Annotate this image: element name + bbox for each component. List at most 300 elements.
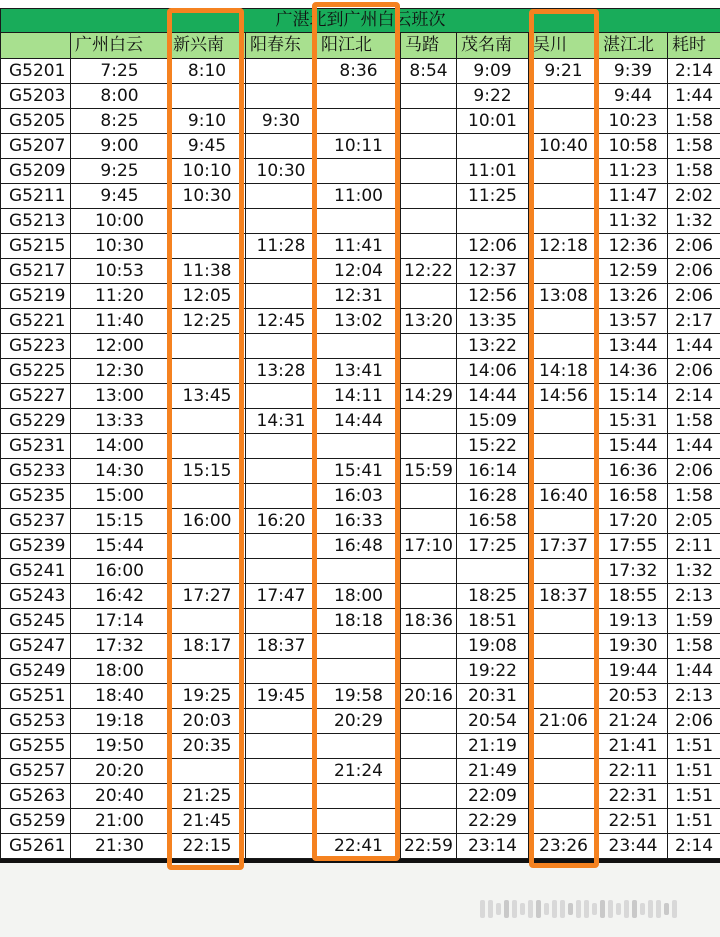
time-cell: 10:58	[599, 134, 668, 159]
time-cell: 8:36	[317, 59, 401, 84]
duration-cell: 1:51	[668, 759, 720, 784]
duration-cell: 1:59	[668, 609, 720, 634]
time-cell	[246, 59, 317, 84]
time-cell	[401, 209, 457, 234]
time-cell: 11:01	[457, 159, 529, 184]
time-cell: 14:56	[529, 384, 599, 409]
time-cell: 10:10	[169, 159, 246, 184]
time-cell	[401, 184, 457, 209]
time-cell	[529, 334, 599, 359]
time-cell: 18:51	[457, 609, 529, 634]
time-cell: 19:22	[457, 659, 529, 684]
train-number: G5231	[1, 434, 71, 459]
time-cell: 15:59	[401, 459, 457, 484]
time-cell: 22:11	[599, 759, 668, 784]
column-header-train	[1, 33, 71, 59]
duration-cell: 2:06	[668, 234, 720, 259]
time-cell: 20:16	[401, 684, 457, 709]
table-row	[1, 659, 720, 684]
time-cell	[401, 559, 457, 584]
time-cell	[169, 659, 246, 684]
time-cell: 21:41	[599, 734, 668, 759]
time-cell: 12:00	[71, 334, 169, 359]
time-cell: 15:44	[71, 534, 169, 559]
time-cell: 8:10	[169, 59, 246, 84]
time-cell	[317, 734, 401, 759]
time-cell	[169, 359, 246, 384]
train-number: G5227	[1, 384, 71, 409]
time-cell: 13:57	[599, 309, 668, 334]
table-row	[1, 559, 720, 584]
time-cell	[246, 784, 317, 809]
time-cell	[246, 334, 317, 359]
time-cell: 12:36	[599, 234, 668, 259]
train-number: G5235	[1, 484, 71, 509]
train-number: G5225	[1, 359, 71, 384]
time-cell	[529, 409, 599, 434]
duration-cell: 1:44	[668, 659, 720, 684]
time-cell	[169, 559, 246, 584]
time-cell: 23:44	[599, 834, 668, 859]
time-cell: 14:29	[401, 384, 457, 409]
time-cell: 19:45	[246, 684, 317, 709]
time-cell: 16:20	[246, 509, 317, 534]
table-row	[1, 209, 720, 234]
time-cell: 12:05	[169, 284, 246, 309]
time-cell: 13:44	[599, 334, 668, 359]
duration-cell: 2:14	[668, 834, 720, 859]
train-number: G5223	[1, 334, 71, 359]
time-cell	[317, 559, 401, 584]
time-cell: 18:00	[71, 659, 169, 684]
column-header-2: 新兴南	[169, 33, 246, 59]
time-cell	[246, 659, 317, 684]
time-cell: 16:42	[71, 584, 169, 609]
time-cell: 21:25	[169, 784, 246, 809]
time-cell: 12:30	[71, 359, 169, 384]
time-cell	[317, 209, 401, 234]
time-cell	[529, 559, 599, 584]
time-cell	[529, 734, 599, 759]
time-cell: 18:17	[169, 634, 246, 659]
time-cell	[317, 334, 401, 359]
time-cell: 9:21	[529, 59, 599, 84]
train-number: G5217	[1, 259, 71, 284]
time-cell: 15:09	[457, 409, 529, 434]
time-cell: 10:40	[529, 134, 599, 159]
table-title: 广湛北到广州白云班次	[1, 9, 720, 33]
time-cell: 18:25	[457, 584, 529, 609]
time-cell	[529, 84, 599, 109]
time-cell: 9:45	[71, 184, 169, 209]
time-cell: 14:44	[317, 409, 401, 434]
time-cell	[529, 209, 599, 234]
time-cell	[529, 259, 599, 284]
duration-cell: 2:06	[668, 359, 720, 384]
time-cell: 12:45	[246, 309, 317, 334]
time-cell	[401, 84, 457, 109]
table-row	[1, 409, 720, 434]
time-cell	[246, 734, 317, 759]
time-cell: 16:48	[317, 534, 401, 559]
time-cell: 18:37	[246, 634, 317, 659]
time-cell	[317, 109, 401, 134]
time-cell: 22:15	[169, 834, 246, 859]
time-cell: 19:18	[71, 709, 169, 734]
time-cell: 21:45	[169, 809, 246, 834]
time-cell: 15:44	[599, 434, 668, 459]
time-cell: 11:40	[71, 309, 169, 334]
time-cell: 19:25	[169, 684, 246, 709]
table-row	[1, 134, 720, 159]
time-cell: 16:40	[529, 484, 599, 509]
train-number: G5241	[1, 559, 71, 584]
table-row	[1, 784, 720, 809]
time-cell: 10:00	[71, 209, 169, 234]
column-header-row	[1, 33, 720, 59]
time-cell	[317, 659, 401, 684]
time-cell: 22:59	[401, 834, 457, 859]
time-cell: 22:29	[457, 809, 529, 834]
time-cell	[529, 609, 599, 634]
train-number: G5257	[1, 759, 71, 784]
table-row	[1, 809, 720, 834]
duration-cell: 1:51	[668, 809, 720, 834]
time-cell: 16:58	[457, 509, 529, 534]
duration-cell: 2:06	[668, 284, 720, 309]
table-row	[1, 309, 720, 334]
train-number: G5249	[1, 659, 71, 684]
duration-cell: 2:11	[668, 534, 720, 559]
time-cell	[401, 359, 457, 384]
time-cell: 21:24	[599, 709, 668, 734]
time-cell: 17:25	[457, 534, 529, 559]
time-cell: 20:53	[599, 684, 668, 709]
time-cell: 21:24	[317, 759, 401, 784]
time-cell: 23:26	[529, 834, 599, 859]
time-cell	[401, 634, 457, 659]
time-cell	[529, 659, 599, 684]
time-cell: 9:10	[169, 109, 246, 134]
time-cell	[401, 409, 457, 434]
table-row	[1, 334, 720, 359]
time-cell: 13:20	[401, 309, 457, 334]
time-cell: 15:00	[71, 484, 169, 509]
blurred-watermark	[480, 897, 700, 921]
time-cell: 14:00	[71, 434, 169, 459]
train-number: G5221	[1, 309, 71, 334]
time-cell	[529, 309, 599, 334]
time-cell	[401, 334, 457, 359]
time-cell	[169, 334, 246, 359]
time-cell	[246, 809, 317, 834]
table-row	[1, 259, 720, 284]
time-cell	[401, 434, 457, 459]
time-cell	[317, 809, 401, 834]
time-cell: 7:25	[71, 59, 169, 84]
time-cell: 13:26	[599, 284, 668, 309]
time-cell: 16:00	[169, 509, 246, 534]
time-cell	[246, 209, 317, 234]
column-header-5: 马踏	[401, 33, 457, 59]
time-cell	[401, 709, 457, 734]
time-cell: 13:22	[457, 334, 529, 359]
duration-cell: 2:05	[668, 509, 720, 534]
time-cell: 11:38	[169, 259, 246, 284]
time-cell: 19:44	[599, 659, 668, 684]
time-cell: 18:00	[317, 584, 401, 609]
train-number: G5261	[1, 834, 71, 859]
time-cell: 12:25	[169, 309, 246, 334]
time-cell: 13:41	[317, 359, 401, 384]
time-cell: 19:13	[599, 609, 668, 634]
table-row	[1, 59, 720, 84]
time-cell: 20:20	[71, 759, 169, 784]
time-cell	[246, 284, 317, 309]
time-cell: 19:30	[599, 634, 668, 659]
time-cell: 17:55	[599, 534, 668, 559]
time-cell	[246, 184, 317, 209]
duration-cell: 1:51	[668, 784, 720, 809]
duration-cell: 1:44	[668, 334, 720, 359]
duration-cell: 1:44	[668, 434, 720, 459]
time-cell	[529, 509, 599, 534]
time-cell	[246, 709, 317, 734]
table-row	[1, 459, 720, 484]
time-cell: 21:19	[457, 734, 529, 759]
time-cell	[401, 484, 457, 509]
time-cell: 17:37	[529, 534, 599, 559]
time-cell	[401, 759, 457, 784]
time-cell: 22:31	[599, 784, 668, 809]
time-cell: 16:00	[71, 559, 169, 584]
time-cell: 8:25	[71, 109, 169, 134]
time-cell: 8:54	[401, 59, 457, 84]
time-cell	[529, 159, 599, 184]
time-cell	[169, 409, 246, 434]
time-cell: 15:15	[71, 509, 169, 534]
duration-cell: 2:06	[668, 709, 720, 734]
time-cell: 22:51	[599, 809, 668, 834]
train-number: G5239	[1, 534, 71, 559]
time-cell: 11:32	[599, 209, 668, 234]
train-number: G5219	[1, 284, 71, 309]
duration-cell: 1:58	[668, 634, 720, 659]
time-cell: 22:41	[317, 834, 401, 859]
time-cell: 10:01	[457, 109, 529, 134]
time-cell: 16:58	[599, 484, 668, 509]
time-cell: 17:14	[71, 609, 169, 634]
time-cell	[246, 84, 317, 109]
time-cell	[529, 634, 599, 659]
time-cell: 15:14	[599, 384, 668, 409]
time-cell	[401, 234, 457, 259]
time-cell: 10:30	[169, 184, 246, 209]
table-row	[1, 834, 720, 859]
train-number: G5205	[1, 109, 71, 134]
time-cell: 11:23	[599, 159, 668, 184]
time-cell: 22:09	[457, 784, 529, 809]
time-cell: 12:31	[317, 284, 401, 309]
timetable	[0, 8, 720, 859]
column-header-9: 耗时	[668, 33, 720, 59]
column-header-4: 阳江北	[317, 33, 401, 59]
train-number: G5247	[1, 634, 71, 659]
duration-cell: 1:58	[668, 484, 720, 509]
table-row	[1, 759, 720, 784]
time-cell: 14:06	[457, 359, 529, 384]
duration-cell: 1:58	[668, 159, 720, 184]
time-cell: 10:30	[71, 234, 169, 259]
time-cell: 21:49	[457, 759, 529, 784]
duration-cell: 2:06	[668, 259, 720, 284]
table-row	[1, 584, 720, 609]
table-row	[1, 234, 720, 259]
train-number: G5233	[1, 459, 71, 484]
duration-cell: 1:44	[668, 84, 720, 109]
time-cell	[246, 134, 317, 159]
time-cell: 21:00	[71, 809, 169, 834]
time-cell	[457, 559, 529, 584]
column-header-6: 茂名南	[457, 33, 529, 59]
time-cell	[317, 634, 401, 659]
train-number: G5263	[1, 784, 71, 809]
time-cell: 20:40	[71, 784, 169, 809]
time-cell: 19:58	[317, 684, 401, 709]
time-cell: 18:36	[401, 609, 457, 634]
column-header-8: 湛江北	[599, 33, 668, 59]
time-cell: 13:08	[529, 284, 599, 309]
time-cell	[401, 134, 457, 159]
time-cell: 12:37	[457, 259, 529, 284]
time-cell	[246, 259, 317, 284]
train-number: G5207	[1, 134, 71, 159]
time-cell	[401, 784, 457, 809]
table-row	[1, 109, 720, 134]
time-cell: 16:36	[599, 459, 668, 484]
time-cell	[246, 384, 317, 409]
time-cell: 17:32	[71, 634, 169, 659]
time-cell: 11:20	[71, 284, 169, 309]
duration-cell: 1:58	[668, 134, 720, 159]
train-number: G5201	[1, 59, 71, 84]
table-row	[1, 684, 720, 709]
time-cell	[529, 459, 599, 484]
train-number: G5213	[1, 209, 71, 234]
time-cell	[246, 459, 317, 484]
table-row	[1, 634, 720, 659]
table-row	[1, 84, 720, 109]
train-number: G5255	[1, 734, 71, 759]
table-row	[1, 159, 720, 184]
table-row	[1, 734, 720, 759]
table-row	[1, 534, 720, 559]
time-cell	[246, 484, 317, 509]
time-cell: 13:33	[71, 409, 169, 434]
table-row	[1, 359, 720, 384]
time-cell: 13:35	[457, 309, 529, 334]
time-cell	[457, 134, 529, 159]
time-cell: 11:25	[457, 184, 529, 209]
time-cell	[401, 509, 457, 534]
time-cell: 9:09	[457, 59, 529, 84]
table-row	[1, 709, 720, 734]
time-cell: 12:04	[317, 259, 401, 284]
time-cell	[529, 759, 599, 784]
time-cell: 21:30	[71, 834, 169, 859]
time-cell: 20:35	[169, 734, 246, 759]
time-cell: 20:31	[457, 684, 529, 709]
time-cell: 23:14	[457, 834, 529, 859]
duration-cell: 1:58	[668, 409, 720, 434]
time-cell	[246, 834, 317, 859]
time-cell: 13:02	[317, 309, 401, 334]
table-bottom-border	[0, 859, 720, 863]
time-cell: 15:31	[599, 409, 668, 434]
time-cell: 13:00	[71, 384, 169, 409]
time-cell: 17:20	[599, 509, 668, 534]
time-cell	[401, 159, 457, 184]
time-cell	[401, 659, 457, 684]
time-cell: 14:18	[529, 359, 599, 384]
duration-cell: 2:06	[668, 459, 720, 484]
time-cell: 12:56	[457, 284, 529, 309]
time-cell	[169, 484, 246, 509]
time-cell: 10:30	[246, 159, 317, 184]
time-cell	[529, 809, 599, 834]
time-cell	[401, 734, 457, 759]
time-cell	[401, 809, 457, 834]
time-cell: 13:28	[246, 359, 317, 384]
duration-cell: 2:14	[668, 384, 720, 409]
time-cell: 15:22	[457, 434, 529, 459]
time-cell: 10:53	[71, 259, 169, 284]
time-cell: 20:54	[457, 709, 529, 734]
time-cell	[246, 759, 317, 784]
duration-cell: 2:14	[668, 59, 720, 84]
duration-cell: 1:58	[668, 109, 720, 134]
table-row	[1, 284, 720, 309]
time-cell	[317, 159, 401, 184]
train-number: G5211	[1, 184, 71, 209]
train-number: G5245	[1, 609, 71, 634]
table-row	[1, 609, 720, 634]
column-header-1: 广州白云	[71, 33, 169, 59]
time-cell	[529, 109, 599, 134]
time-cell: 16:03	[317, 484, 401, 509]
time-cell: 13:45	[169, 384, 246, 409]
time-cell: 9:30	[246, 109, 317, 134]
time-cell: 11:41	[317, 234, 401, 259]
time-cell: 12:06	[457, 234, 529, 259]
time-cell: 14:36	[599, 359, 668, 384]
duration-cell: 1:32	[668, 559, 720, 584]
time-cell: 11:00	[317, 184, 401, 209]
time-cell	[457, 209, 529, 234]
time-cell: 11:47	[599, 184, 668, 209]
train-number: G5209	[1, 159, 71, 184]
time-cell	[246, 609, 317, 634]
duration-cell: 2:17	[668, 309, 720, 334]
time-cell: 20:03	[169, 709, 246, 734]
time-cell: 17:32	[599, 559, 668, 584]
table-row	[1, 184, 720, 209]
time-cell: 17:10	[401, 534, 457, 559]
time-cell: 19:08	[457, 634, 529, 659]
train-number: G5259	[1, 809, 71, 834]
time-cell: 9:45	[169, 134, 246, 159]
time-cell	[317, 784, 401, 809]
